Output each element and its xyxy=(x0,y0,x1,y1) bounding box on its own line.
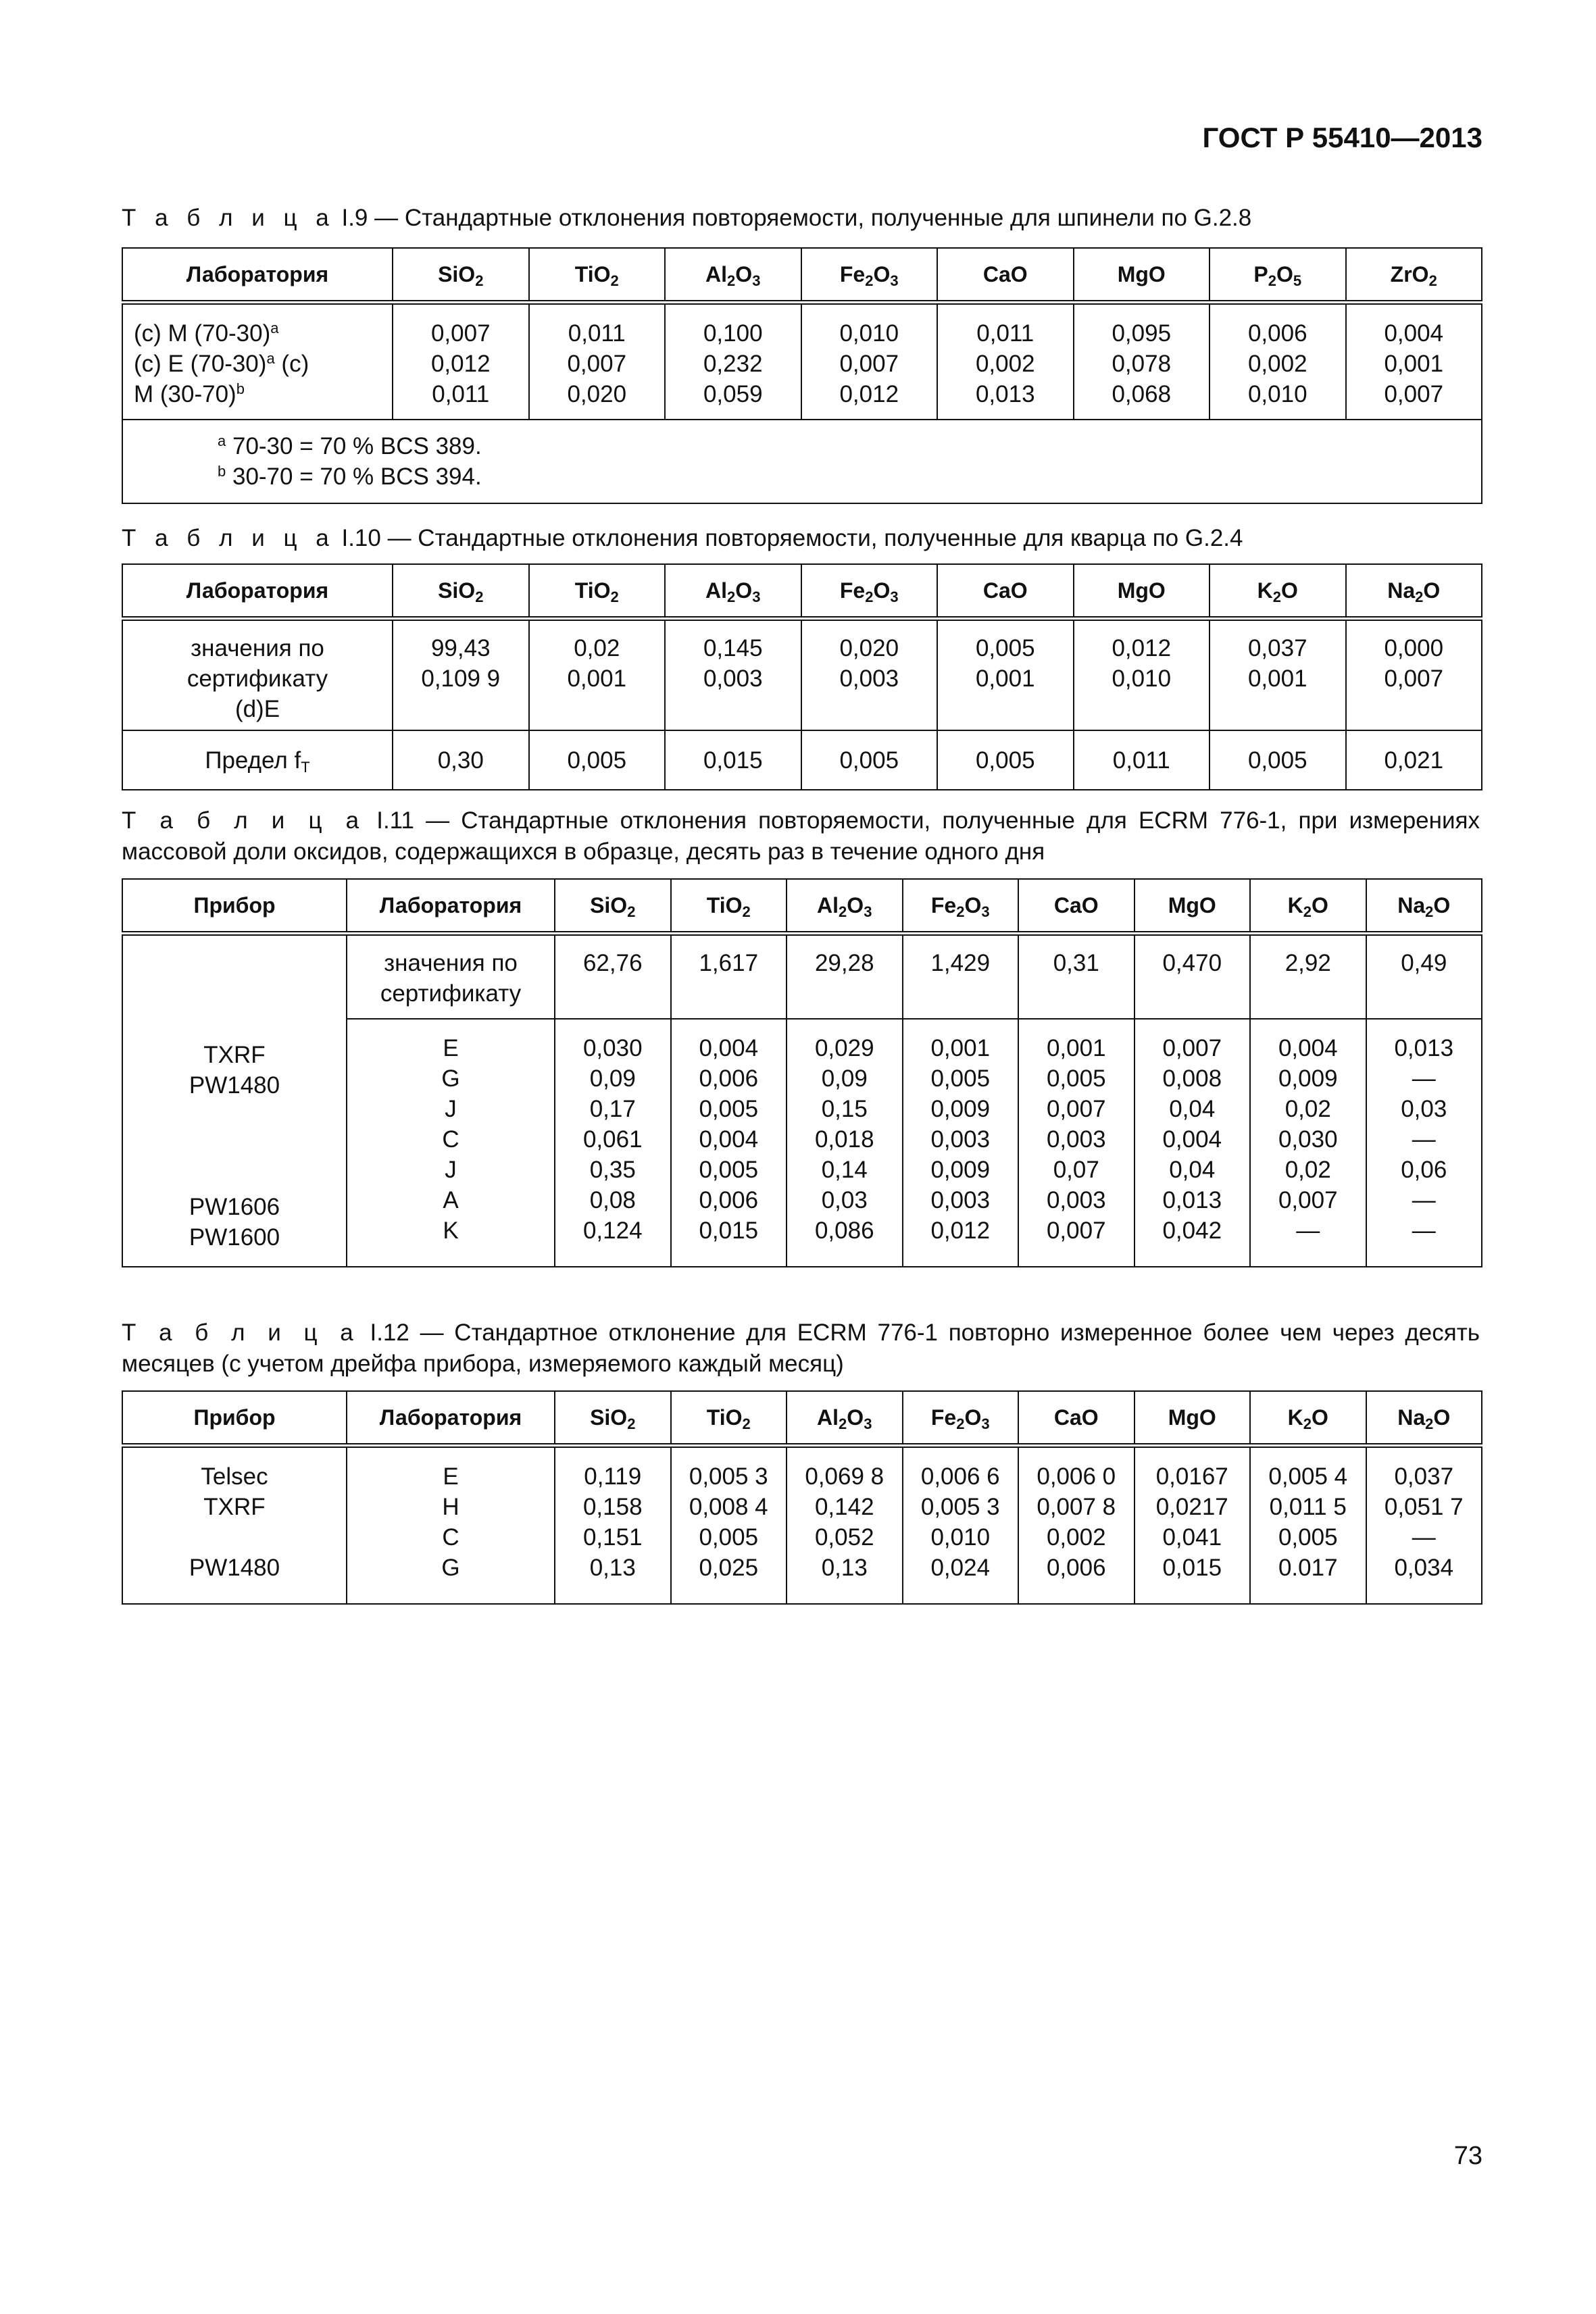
caption-label: Т а б л и ц а xyxy=(122,525,335,551)
value-cell: 0,005 xyxy=(1210,730,1346,790)
value-cell: 0,095 0,078 0,068 xyxy=(1074,303,1210,420)
col-cao: CaO xyxy=(937,248,1074,303)
value-cell: 0,004 0,006 0,005 0,004 0,005 0,006 0,015 xyxy=(671,1019,787,1267)
value-cell: 0,007 0,008 0,04 0,004 0,04 0,013 0,042 xyxy=(1134,1019,1251,1267)
value-cell: 0,470 xyxy=(1134,934,1251,1020)
col-mgo: MgO xyxy=(1074,564,1210,619)
value-cell: 0,012 0,010 xyxy=(1074,619,1210,731)
value-cell: 0,006 0 0,007 8 0,002 0,006 xyxy=(1018,1446,1134,1605)
col-k2o: $K_2O$ xyxy=(1250,1391,1366,1446)
value-cell: 0,011 0,007 0,020 xyxy=(529,303,666,420)
col-tio2: TiO$_2$ xyxy=(671,1391,787,1446)
value-cell: 0,010 0,007 0,012 xyxy=(801,303,938,420)
caption-text: I.9 — Стандартные отклонения повторяемости, полученные для шпинели по G.2.8 xyxy=(341,205,1252,231)
value-cell: 62,76 xyxy=(555,934,671,1020)
value-cell: 0,021 xyxy=(1346,730,1482,790)
value-cell: 0,145 0,003 xyxy=(665,619,801,731)
table-row xyxy=(122,934,1482,1020)
value-cell: 0,029 0,09 0,15 0,018 0,14 0,03 0,086 xyxy=(787,1019,903,1267)
value-cell: 0,005 0,001 xyxy=(937,619,1074,731)
table-11 xyxy=(122,878,1482,1267)
table-10-caption xyxy=(122,523,1480,554)
value-cell: 0,015 xyxy=(665,730,801,790)
caption-text: I.10 — Стандартные отклонения повторяемости, полученные для кварца по G.2.4 xyxy=(341,525,1243,551)
value-cell: 0,006 6 0,005 3 0,010 0,024 xyxy=(903,1446,1019,1605)
value-cell: 1,617 xyxy=(671,934,787,1020)
value-cell: 0,001 0,005 0,007 0,003 0,07 0,003 0,007 xyxy=(1018,1019,1134,1267)
value-cell: 29,28 xyxy=(787,934,903,1020)
col-tio2: TiO$_2$ xyxy=(529,248,666,303)
value-cell: 0,037 0,051 7 — 0,034 xyxy=(1366,1446,1482,1605)
value-cell: 0,30 xyxy=(393,730,529,790)
value-cell: 0,02 0,001 xyxy=(529,619,666,731)
value-cell: 0,020 0,003 xyxy=(801,619,938,731)
value-cell: 0,005 xyxy=(801,730,938,790)
table-10 xyxy=(122,563,1482,790)
caption-label: Т а б л и ц а xyxy=(122,205,335,231)
device-cell: Telsec TXRF PW1480 xyxy=(122,1446,347,1605)
value-cell: 1,429 xyxy=(903,934,1019,1020)
value-cell: 0,0167 0,0217 0,041 0,015 xyxy=(1134,1446,1251,1605)
lab-cell: значения по сертификату (d)E xyxy=(122,619,393,731)
col-fe2o3: $Fe_2O_3$ xyxy=(903,879,1019,934)
value-cell: 0,119 0,158 0,151 0,13 xyxy=(555,1446,671,1605)
col-al2o3: $Al_2O_3$ xyxy=(665,564,801,619)
value-cell: 0,069 8 0,142 0,052 0,13 xyxy=(787,1446,903,1605)
value-cell: 0,037 0,001 xyxy=(1210,619,1346,731)
device-cell: TXRF PW1480 PW1606 PW1600 xyxy=(122,934,347,1267)
col-sio2: SiO$_2$ xyxy=(393,248,529,303)
caption-text: I.11 — Стандартные отклонения повторяемости, полученные для ECRM 776-1, при измерениях массовой доли оксидов, содержащихся в образце, десять раз в течение одного дня xyxy=(122,807,1480,865)
value-cell: 0,007 0,012 0,011 xyxy=(393,303,529,420)
value-cell: 0,030 0,09 0,17 0,061 0,35 0,08 0,124 xyxy=(555,1019,671,1267)
caption-label: Т а б л и ц а xyxy=(122,1319,359,1346)
col-tio2: TiO$_2$ xyxy=(529,564,666,619)
value-cell: 0,100 0,232 0,059 xyxy=(665,303,801,420)
table-12-caption xyxy=(122,1317,1480,1380)
footnotes: $^a$ 70-30 = 70 % BCS 389. $^b$ 30-70 = 70 % BCS 394. xyxy=(122,420,1482,503)
table-9 xyxy=(122,247,1482,504)
col-tio2: TiO$_2$ xyxy=(671,879,787,934)
table-row xyxy=(122,303,1482,420)
col-device: Прибор xyxy=(122,1391,347,1446)
col-na2o: $Na_2O$ xyxy=(1366,879,1482,934)
col-mgo: MgO xyxy=(1074,248,1210,303)
col-cao: CaO xyxy=(1018,879,1134,934)
col-mgo: MgO xyxy=(1134,1391,1251,1446)
value-cell: 0,005 xyxy=(529,730,666,790)
table-11-caption xyxy=(122,805,1480,867)
col-cao: CaO xyxy=(937,564,1074,619)
col-k2o: $K_2O$ xyxy=(1210,564,1346,619)
col-na2o: $Na_2O$ xyxy=(1346,564,1482,619)
footnote-row xyxy=(122,420,1482,503)
limit-label: Предел $f_T$ xyxy=(122,730,393,790)
col-k2o: $K_2O$ xyxy=(1250,879,1366,934)
caption-text: I.12 — Стандартное отклонение для ECRM 776-1 повторно измеренное более чем через десять месяцев (с учетом дрейфа прибора, измеряемого каждый месяц) xyxy=(122,1319,1480,1377)
col-lab: Лаборатория xyxy=(122,248,393,303)
col-p2o5: $P_2O_5$ xyxy=(1210,248,1346,303)
col-al2o3: $Al_2O_3$ xyxy=(787,879,903,934)
col-sio2: SiO$_2$ xyxy=(555,879,671,934)
col-lab: Лаборатория xyxy=(347,1391,555,1446)
col-al2o3: $Al_2O_3$ xyxy=(787,1391,903,1446)
col-fe2o3: $Fe_2O_3$ xyxy=(801,248,938,303)
value-cell: 0,001 0,005 0,009 0,003 0,009 0,003 0,012 xyxy=(903,1019,1019,1267)
value-cell: 0,000 0,007 xyxy=(1346,619,1482,731)
col-lab: Лаборатория xyxy=(122,564,393,619)
value-cell: 0,31 xyxy=(1018,934,1134,1020)
value-cell: 0,004 0,009 0,02 0,030 0,02 0,007 — xyxy=(1250,1019,1366,1267)
col-na2o: $Na_2O$ xyxy=(1366,1391,1482,1446)
col-device: Прибор xyxy=(122,879,347,934)
table-row xyxy=(122,619,1482,731)
value-cell: 0,013 — 0,03 — 0,06 — — xyxy=(1366,1019,1482,1267)
col-mgo: MgO xyxy=(1134,879,1251,934)
lab-cell: E G J C J A K xyxy=(347,1019,555,1267)
table-row xyxy=(122,1446,1482,1605)
table-row xyxy=(122,730,1482,790)
col-lab: Лаборатория xyxy=(347,879,555,934)
standard-header: ГОСТ Р 55410—2013 xyxy=(1202,122,1482,153)
page-number: 73 xyxy=(1453,2142,1482,2170)
col-cao: CaO xyxy=(1018,1391,1134,1446)
value-cell: 99,43 0,109 9 xyxy=(393,619,529,731)
col-sio2: SiO$_2$ xyxy=(393,564,529,619)
value-cell: 0,006 0,002 0,010 xyxy=(1210,303,1346,420)
value-cell: 0,005 xyxy=(937,730,1074,790)
col-al2o3: $Al_2O_3$ xyxy=(665,248,801,303)
table-9-caption xyxy=(122,203,1480,234)
value-cell: 0,49 xyxy=(1366,934,1482,1020)
lab-cell: значения по сертификату xyxy=(347,934,555,1020)
value-cell: 0,005 3 0,008 4 0,005 0,025 xyxy=(671,1446,787,1605)
value-cell: 0,005 4 0,011 5 0,005 0.017 xyxy=(1250,1446,1366,1605)
value-cell: 0,004 0,001 0,007 xyxy=(1346,303,1482,420)
value-cell: 0,011 0,002 0,013 xyxy=(937,303,1074,420)
col-sio2: SiO$_2$ xyxy=(555,1391,671,1446)
caption-label: Т а б л и ц а xyxy=(122,807,366,834)
value-cell: 0,011 xyxy=(1074,730,1210,790)
lab-cell: E H C G xyxy=(347,1446,555,1605)
col-zro2: ZrO$_2$ xyxy=(1346,248,1482,303)
col-fe2o3: $Fe_2O_3$ xyxy=(903,1391,1019,1446)
col-fe2o3: $Fe_2O_3$ xyxy=(801,564,938,619)
value-cell: 2,92 xyxy=(1250,934,1366,1020)
lab-cell: (c) M $(70-30)^a$ (c) E $(70-30)^a$ (c) M $(30-70)^b$ xyxy=(122,303,393,420)
table-12 xyxy=(122,1390,1482,1605)
